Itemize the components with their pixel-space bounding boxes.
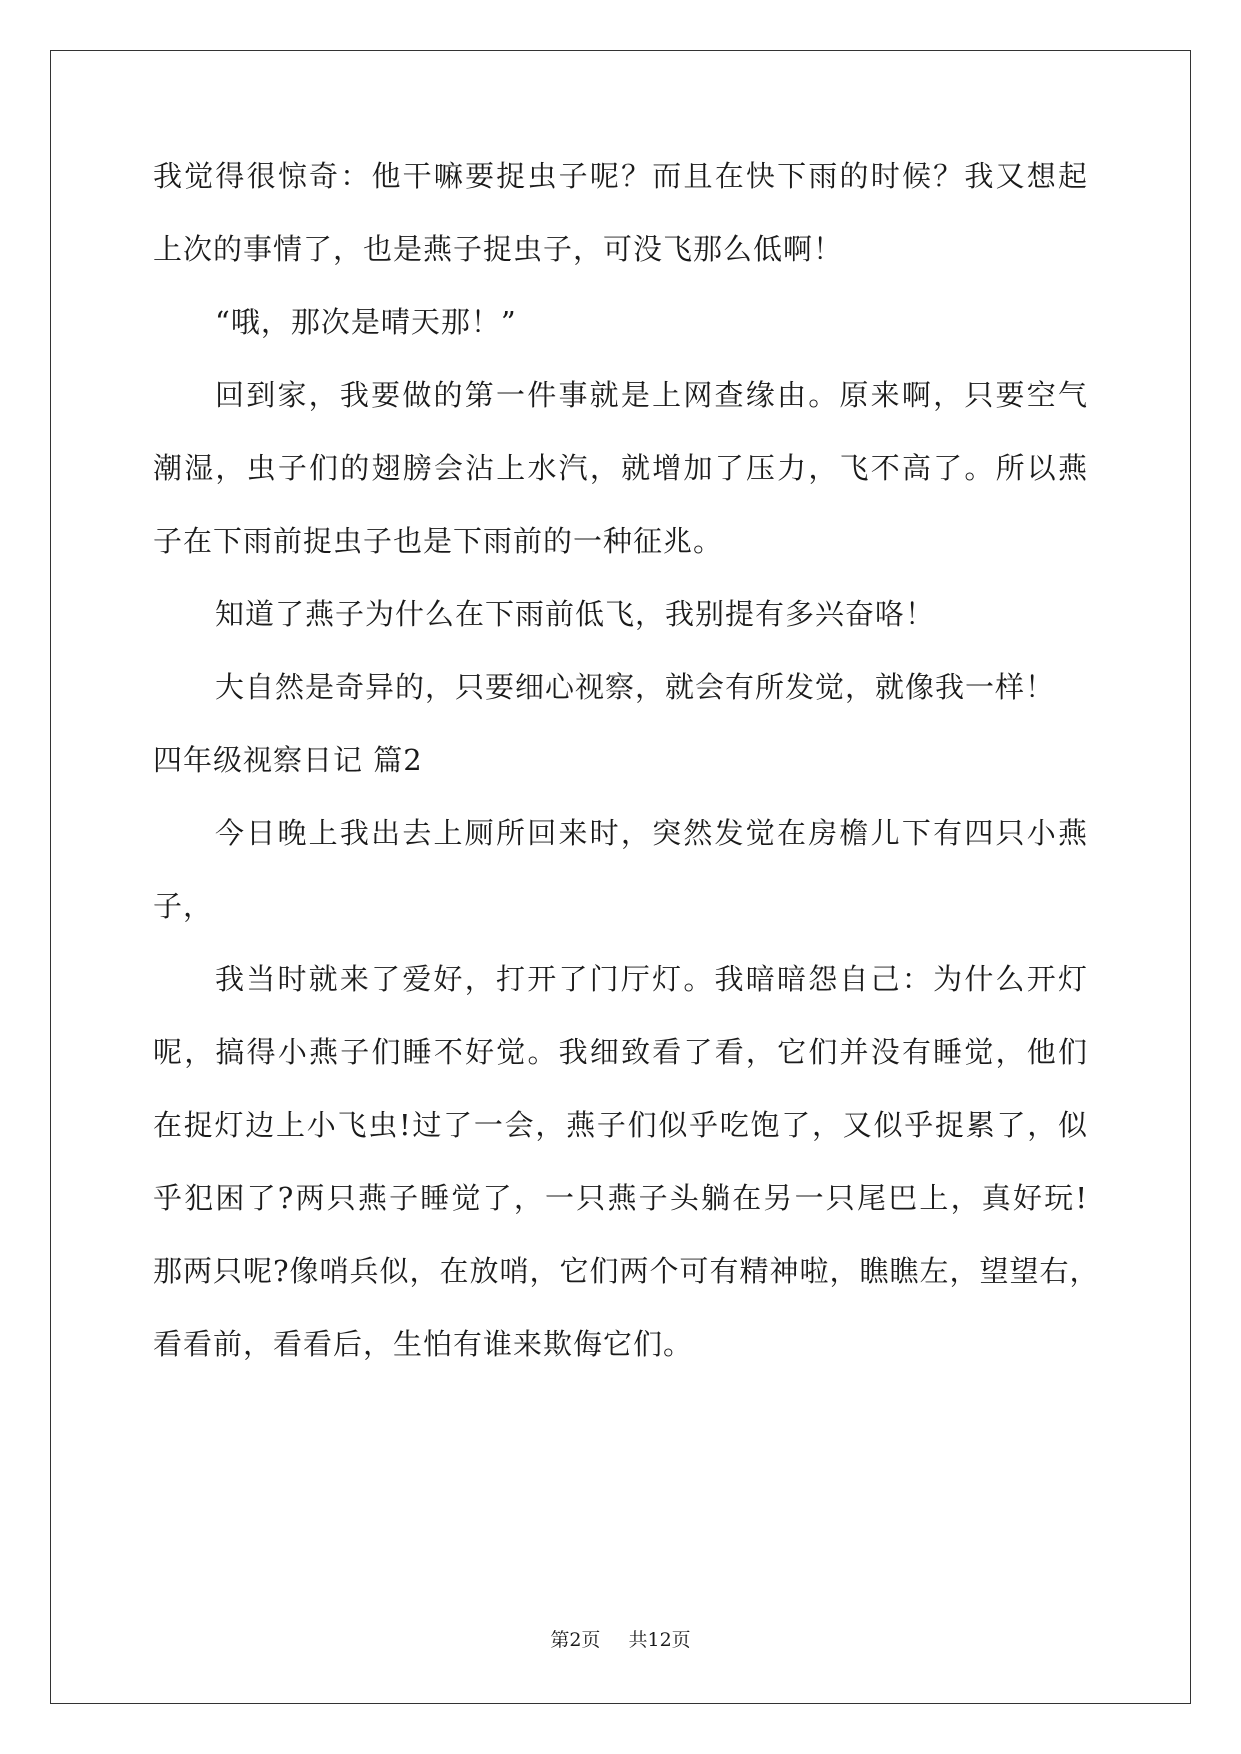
text-line: 今日晚上我出去上厕所回来时，突然发觉在房檐儿下有四只小燕 [215, 816, 1088, 850]
page-number-footer [0, 1628, 1241, 1652]
text-line: 子在下雨前捉虫子也是下雨前的一种征兆。 [153, 524, 724, 558]
total-pages-label: 共12页 [628, 1629, 691, 1651]
text-line: 潮湿，虫子们的翅膀会沾上水汽，就增加了压力，飞不高了。所以燕 [153, 451, 1088, 485]
text-line: “哦，那次是晴天那！” [215, 305, 517, 339]
text-line: 我觉得很惊奇：他干嘛要捉虫子呢？而且在快下雨的时候？我又想起 [153, 159, 1088, 193]
text-line: 我当时就来了爱好，打开了门厅灯。我暗暗怨自己：为什么开灯 [215, 962, 1088, 996]
text-line: 知道了燕子为什么在下雨前低飞，我别提有多兴奋咯！ [215, 597, 936, 631]
text-line: 子， [153, 889, 214, 923]
text-line: 乎犯困了?两只燕子睡觉了，一只燕子头躺在另一只尾巴上，真好玩! [153, 1181, 1088, 1215]
page-label: 第2页 [550, 1629, 601, 1651]
text-line: 上次的事情了，也是燕子捉虫子，可没飞那么低啊！ [153, 232, 844, 266]
text-line: 大自然是奇异的，只要细心视察，就会有所发觉，就像我一样！ [215, 670, 1056, 704]
text-line: 看看前，看看后，生怕有谁来欺侮它们。 [153, 1327, 694, 1361]
text-line: 呢，搞得小燕子们睡不好觉。我细致看了看，它们并没有睡觉，他们 [153, 1035, 1088, 1069]
text-line: 那两只呢?像哨兵似，在放哨，它们两个可有精神啦，瞧瞧左，望望右， [153, 1254, 1100, 1288]
text-line: 回到家，我要做的第一件事就是上网查缘由。原来啊，只要空气 [215, 378, 1088, 412]
page-border [50, 50, 1191, 1704]
text-line: 在捉灯边上小飞虫!过了一会，燕子们似乎吃饱了，又似乎捉累了，似 [153, 1108, 1088, 1142]
section-heading: 四年级视察日记 篇2 [153, 743, 423, 777]
